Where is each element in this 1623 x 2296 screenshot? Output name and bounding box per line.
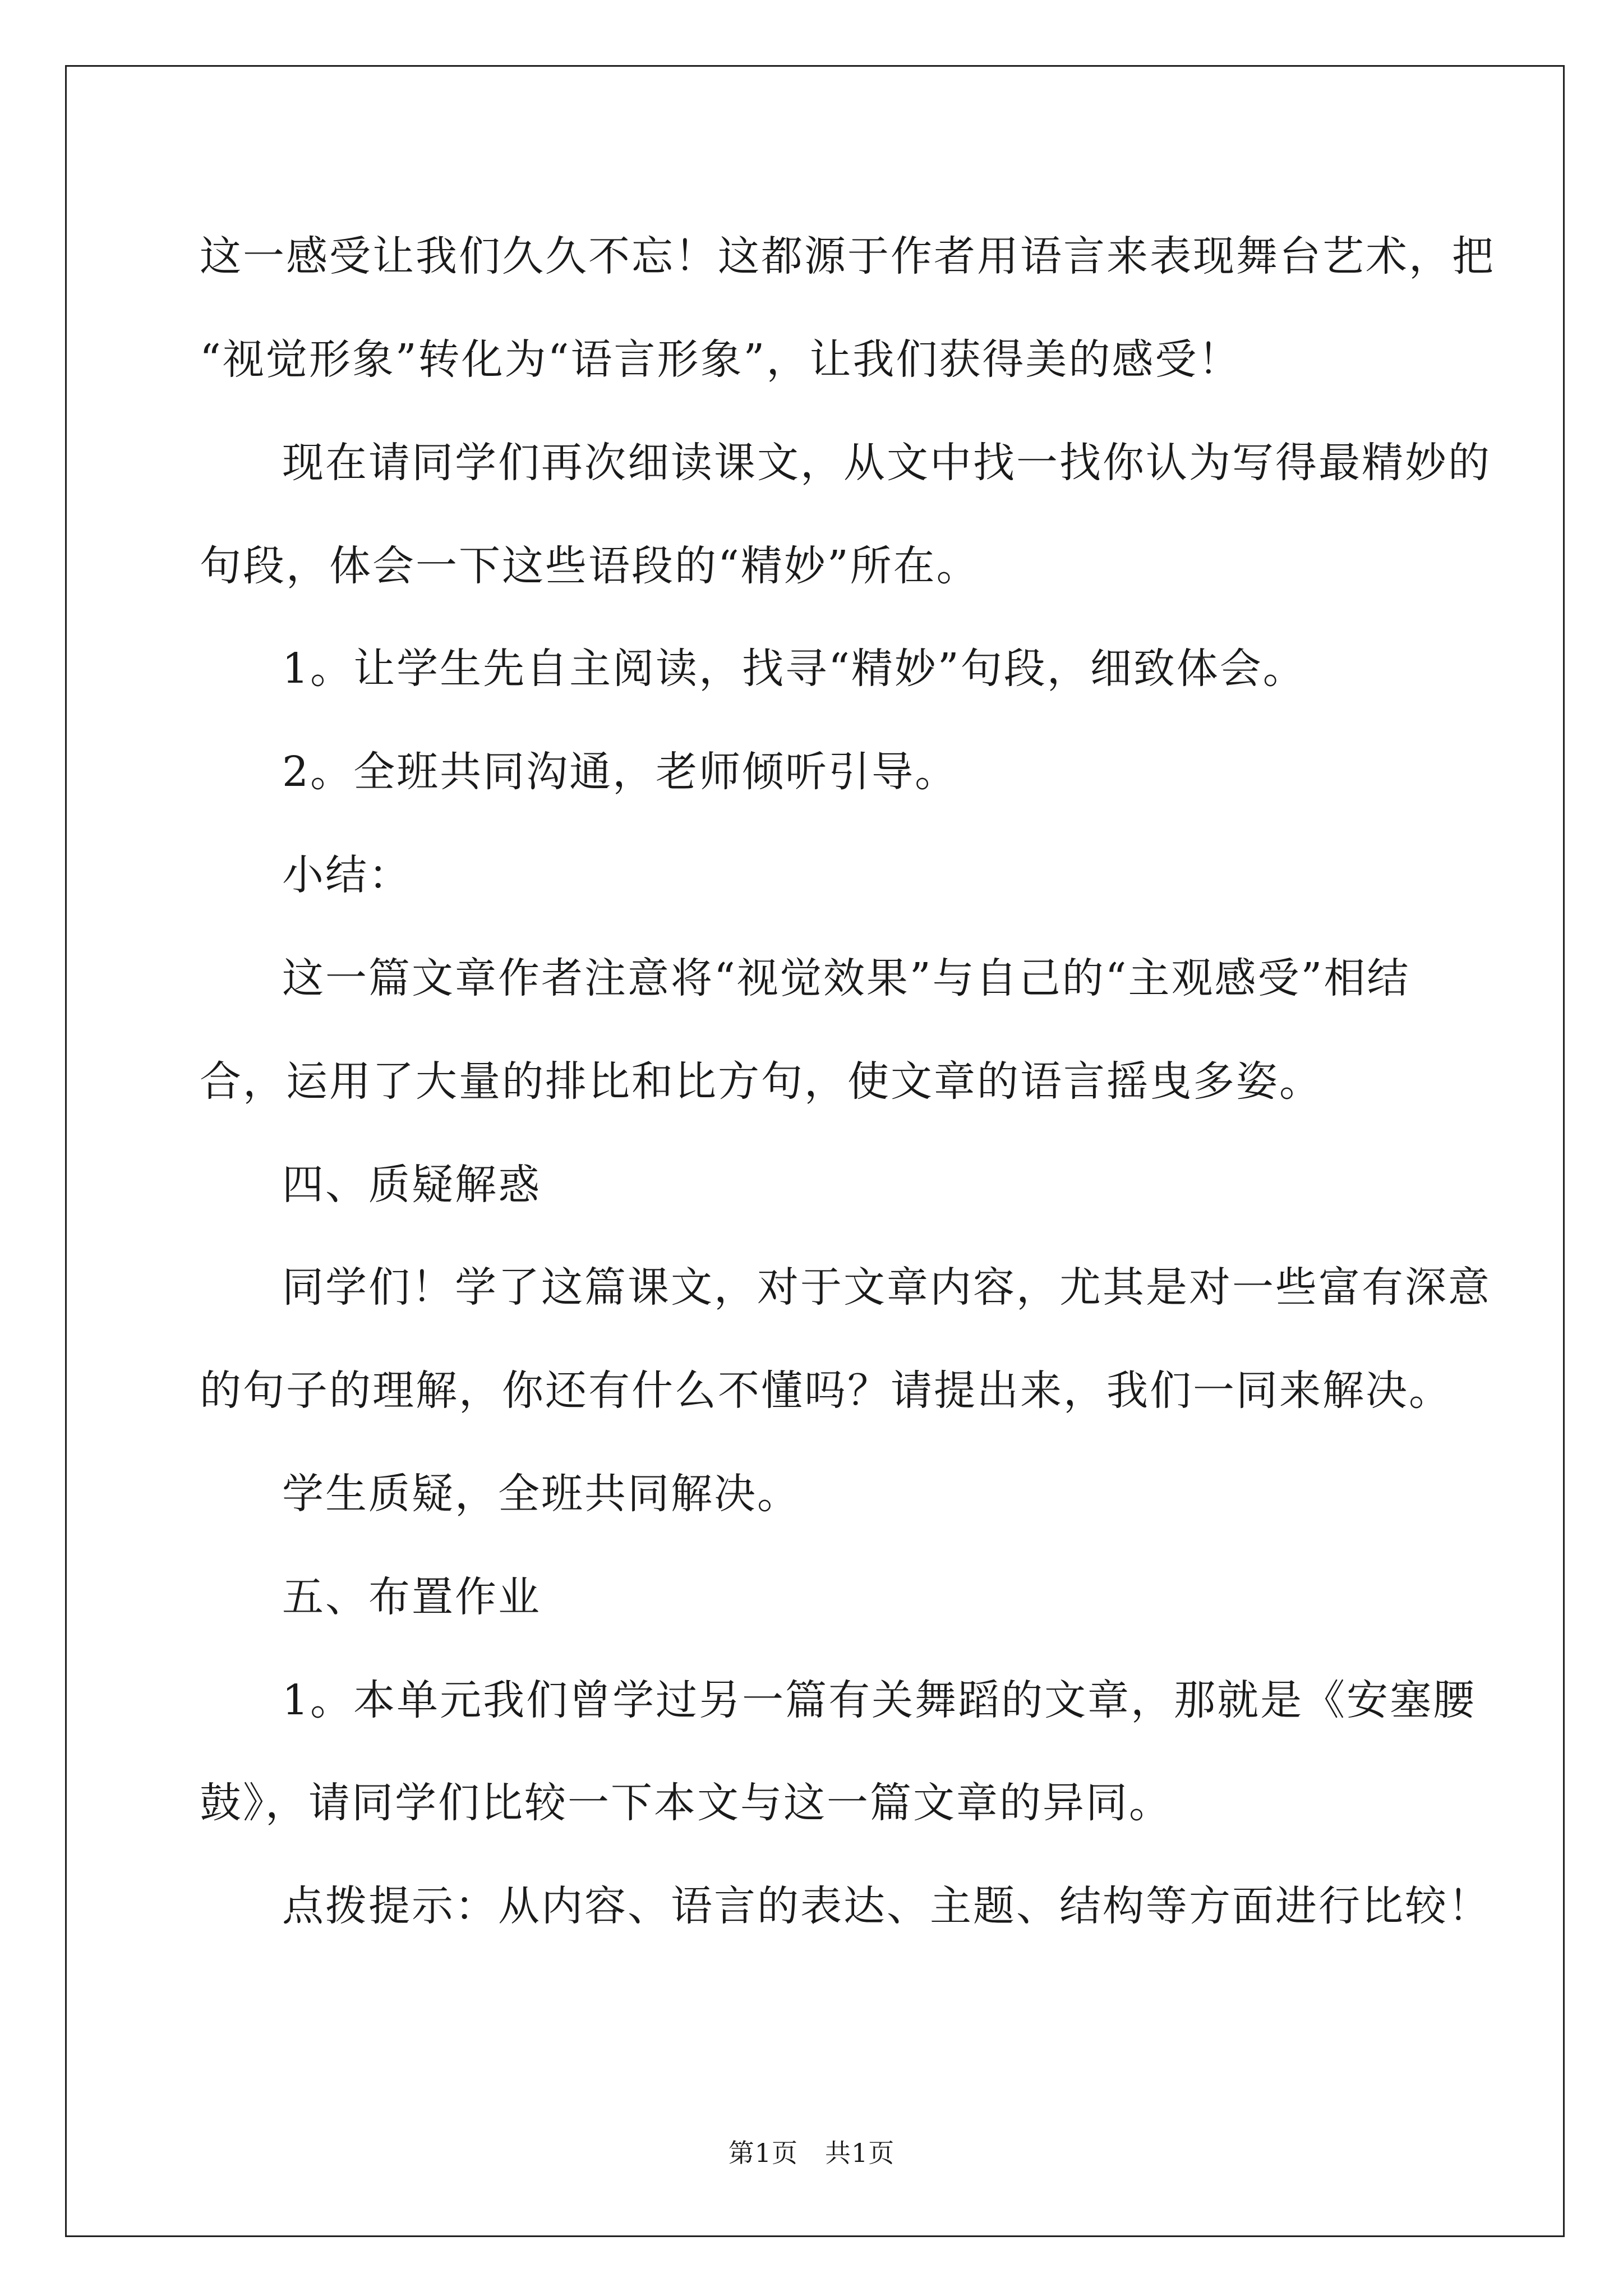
text-line-3: 现在请同学们再次细读课文，从文中找一找你认为写得最精妙的	[282, 439, 1491, 487]
text-line-11: 同学们！学了这篇课文，对于文章内容，尤其是对一些富有深意	[282, 1263, 1491, 1312]
text-line-10: 四、质疑解惑	[282, 1161, 541, 1209]
page-footer	[0, 2136, 1623, 2170]
text-line-16: 鼓》，请同学们比较一下本文与这一篇文章的异同。	[200, 1779, 1172, 1827]
page-number: 第1页	[728, 2138, 798, 2168]
text-line-12: 的句子的理解，你还有什么不懂吗？请提出来，我们一同来解决。	[200, 1366, 1452, 1415]
text-line-15: 1。本单元我们曾学过另一篇有关舞蹈的文章，那就是《安塞腰	[282, 1676, 1477, 1724]
text-line-5: 1。让学生先自主阅读，找寻“精妙”句段，细致体会。	[282, 645, 1306, 693]
text-line-6: 2。全班共同沟通，老师倾听引导。	[282, 748, 958, 796]
text-line-13: 学生质疑，全班共同解决。	[282, 1470, 800, 1518]
page-total: 共1页	[825, 2138, 895, 2168]
text-line-4: 句段，体会一下这些语段的“精妙”所在。	[200, 542, 980, 590]
text-line-8: 这一篇文章作者注意将“视觉效果”与自己的“主观感受”相结	[282, 954, 1410, 1002]
text-line-7: 小结：	[282, 851, 412, 899]
text-line-9: 合，运用了大量的排比和比方句，使文章的语言摇曳多姿。	[200, 1057, 1322, 1106]
text-line-14: 五、布置作业	[282, 1573, 541, 1621]
text-line-17: 点拨提示：从内容、语言的表达、主题、结构等方面进行比较！	[282, 1882, 1491, 1930]
text-line-2: “视觉形象”转化为“语言形象”，让我们获得美的感受！	[200, 335, 1242, 384]
text-line-1: 这一感受让我们久久不忘！这都源于作者用语言来表现舞台艺术，把	[200, 232, 1495, 280]
